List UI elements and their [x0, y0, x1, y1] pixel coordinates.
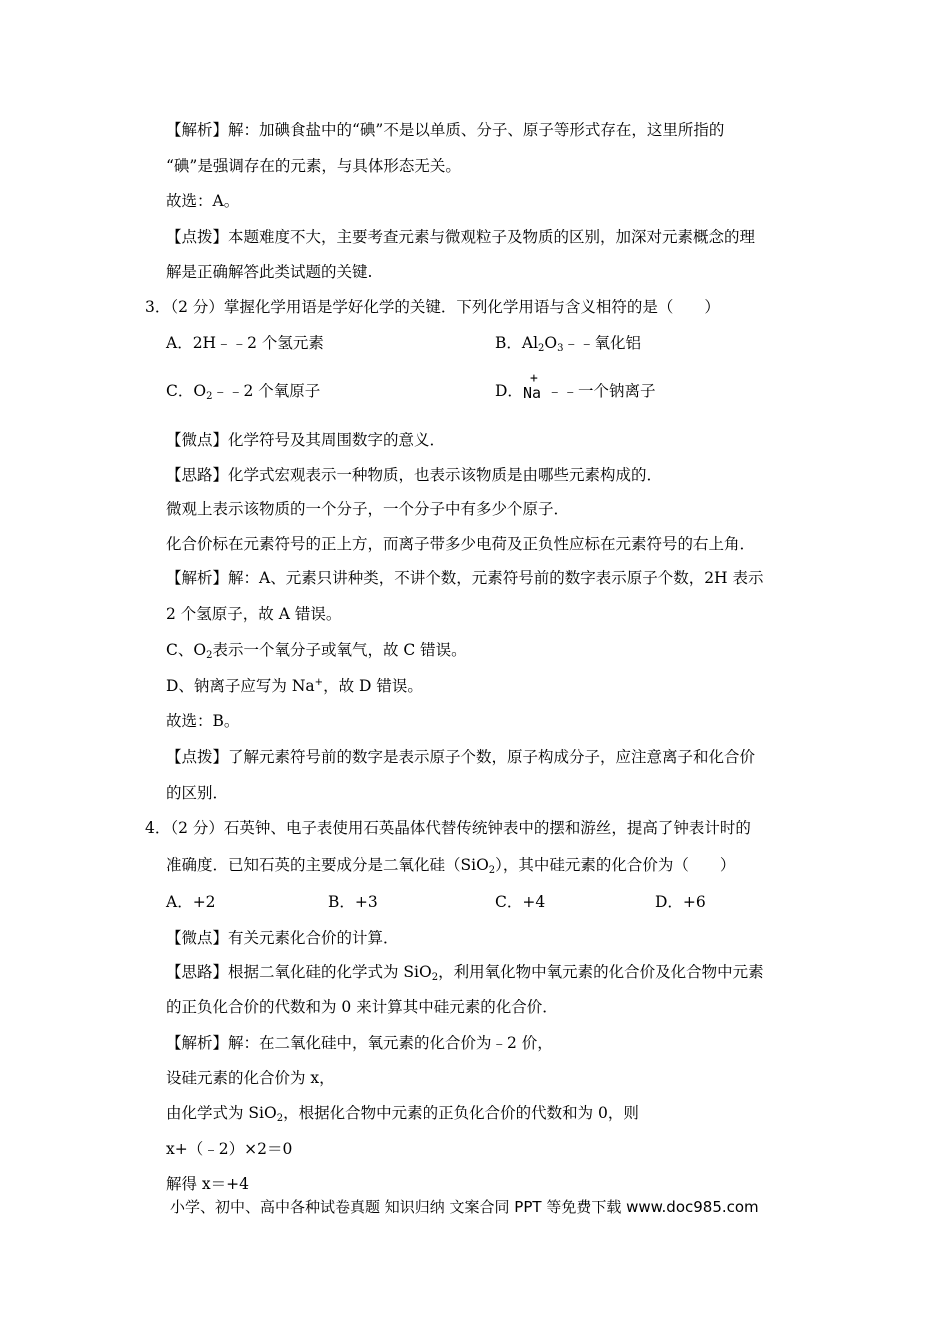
q3-analysis-d-sup: + — [314, 677, 324, 688]
q4-idea-a-pre: 【思路】根据二氧化硅的化学式为 SiO — [166, 963, 432, 981]
q4-idea-a-post: ，利用氧化物中氧元素的化合价及化合物中元素 — [438, 963, 764, 981]
q3-idea-line-3: 化合价标在元素符号的正上方，而离子带多少电荷及正负性应标在元素符号的右上角． — [166, 535, 756, 553]
q3-option-c-pre: C．O — [166, 382, 207, 400]
q3-tip-line-1: 【点拨】了解元素符号前的数字是表示原子个数，原子构成分子，应注意离子和化合价 — [166, 748, 756, 766]
q4-stem-line-1: 4．（2 分）石英钟、电子表使用石英晶体代替传统钟表中的摆和游丝，提高了钟表计时的 — [145, 819, 751, 837]
q3-option-b-sub1: 2 — [538, 343, 545, 354]
q4-analysis-line-1: 【解析】解：在二氧化硅中，氧元素的化合价为﹣2 价， — [166, 1034, 553, 1052]
q4-point: 【微点】有关元素化合价的计算． — [166, 929, 399, 947]
q3-analysis-line-1: 【解析】解：A、元素只讲种类，不讲个数，元素符号前的数字表示原子个数，2H 表示 — [166, 569, 764, 587]
q3-analysis-c-sub: 2 — [206, 650, 213, 661]
q3-option-c — [166, 381, 320, 401]
q2-analysis-line-1: 【解析】解：加碘食盐中的“碘”不是以单质、分子、原子等形式存在，这里所指的 — [166, 121, 725, 139]
q3-analysis-d-post: ，故 D 错误。 — [323, 677, 423, 695]
q3-option-b-sub2: 3 — [557, 343, 564, 354]
q3-analysis-d-pre: D、钠离子应写为 Na — [166, 677, 315, 695]
q4-analysis-line-4: x+（﹣2）×2＝0 — [166, 1140, 293, 1158]
q3-answer: 故选：B。 — [166, 712, 240, 730]
footer-download-banner[interactable]: 小学、初中、高中各种试卷真题 知识归纳 文案合同 PPT 等免费下载 www.doc985.com — [170, 1198, 759, 1216]
q4-stem-line-2 — [166, 855, 735, 875]
q4-option-c: C．+4 — [495, 893, 546, 911]
q2-tip-line-2: 解是正确解答此类试题的关键. — [166, 263, 373, 281]
q4-option-b: B．+3 — [328, 893, 378, 911]
q4-analysis-c-sub: 2 — [276, 1113, 284, 1124]
q4-option-a: A．+2 — [166, 893, 216, 911]
q4-analysis-c-pre: 由化学式为 SiO — [166, 1104, 277, 1122]
q4-analysis-line-5: 解得 x＝+4 — [166, 1175, 250, 1193]
q3-option-d-post: ﹣﹣一个钠离子 — [546, 382, 656, 400]
q4-analysis-line-2: 设硅元素的化合价为 x， — [166, 1069, 335, 1087]
q4-idea-a-sub: 2 — [431, 972, 439, 983]
q3-option-d-pre: D． — [495, 382, 523, 400]
q3-point: 【微点】化学符号及其周围数字的意义． — [166, 431, 446, 449]
q3-tip-line-2: 的区别． — [166, 784, 229, 802]
q2-analysis-line-2: “碘”是强调存在的元素，与具体形态无关。 — [166, 157, 461, 175]
q3-idea-line-1: 【思路】化学式宏观表示一种物质，也表示该物质是由哪些元素构成的． — [166, 466, 663, 484]
q2-answer: 故选：A。 — [166, 192, 240, 210]
q4-analysis-c-post: ，根据化合物中元素的正负化合价的代数和为 0，则 — [283, 1104, 639, 1122]
sodium-symbol: Na — [522, 384, 541, 402]
q3-option-d — [495, 371, 656, 402]
q4-stem-b-post: ），其中硅元素的化合价为（ ） — [495, 856, 736, 874]
q4-analysis-line-3 — [166, 1103, 639, 1123]
valence-plus-sign: + — [529, 371, 538, 386]
q3-analysis-line-3 — [166, 640, 467, 660]
q3-option-c-sub: 2 — [206, 391, 213, 402]
q3-option-b — [495, 333, 641, 353]
q3-idea-line-2: 微观上表示该物质的一个分子，一个分子中有多少个原子． — [166, 500, 570, 518]
q3-stem: 3．（2 分）掌握化学用语是学好化学的关键．下列化学用语与含义相符的是（ ） — [145, 298, 720, 316]
q3-analysis-line-2: 2 个氢原子，故 A 错误。 — [166, 605, 342, 623]
q2-tip-line-1: 【点拨】本题难度不大，主要考查元素与微观粒子及物质的区别，加深对元素概念的理 — [166, 228, 756, 246]
q3-analysis-c-pre: C、O — [166, 641, 207, 659]
q3-option-a: A．2H﹣﹣2 个氢元素 — [166, 334, 324, 352]
q4-idea-line-2: 的正负化合价的代数和为 0 来计算其中硅元素的化合价． — [166, 998, 558, 1016]
q4-stem-b-sub: 2 — [488, 865, 496, 876]
q4-idea-line-1 — [166, 962, 764, 982]
q3-option-b-post: ﹣﹣氧化铝 — [563, 334, 642, 352]
q3-analysis-c-post: 表示一个氧分子或氧气，故 C 错误。 — [212, 641, 467, 659]
sodium-valence-symbol — [522, 371, 545, 402]
q4-stem-b-pre: 准确度．已知石英的主要成分是二氧化硅（SiO — [166, 856, 489, 874]
q4-option-d: D．+6 — [655, 893, 706, 911]
q3-option-b-mid: O — [544, 334, 558, 352]
q3-option-c-post: ﹣﹣2 个氧原子 — [212, 382, 321, 400]
q3-analysis-line-4 — [166, 676, 423, 696]
q3-option-b-pre: B．Al — [495, 334, 539, 352]
